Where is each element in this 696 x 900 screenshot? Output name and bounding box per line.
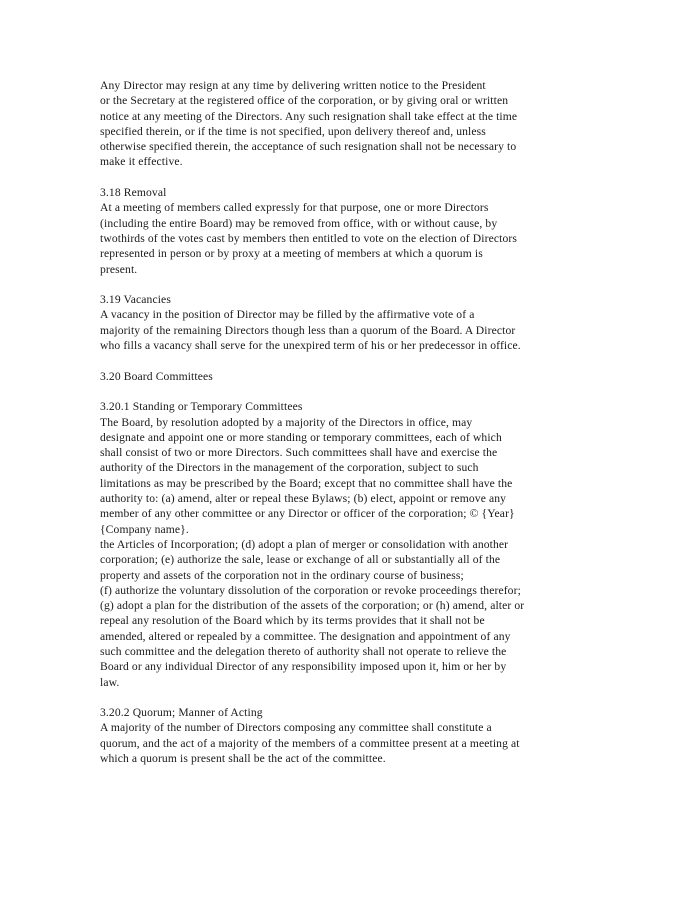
- text-line: who fills a vacancy shall serve for the unexpired term of his or her predecessor in office.: [100, 339, 521, 353]
- section-heading-standing-or-temporary-committees: 3.20.1 Standing or Temporary Committees: [100, 400, 303, 414]
- text-line: notice at any meeting of the Directors. Any such resignation shall take effect at the time: [100, 109, 518, 123]
- section-heading-removal: 3.18 Removal: [100, 186, 167, 200]
- text-line: limitations as may be prescribed by the Board; except that no committee shall have the: [100, 476, 513, 490]
- text-line: shall consist of two or more Directors. Such committees shall have and exercise the: [100, 446, 498, 460]
- text-line: {Company name}.: [100, 522, 189, 536]
- text-line: majority of the remaining Directors though less than a quorum of the Board. A Director: [100, 323, 516, 337]
- section-heading-board-committees: 3.20 Board Committees: [100, 369, 213, 383]
- text-line: member of any other committee or any Director or officer of the corporation; © {Year}: [100, 507, 515, 521]
- text-line: specified therein, or if the time is not specified, upon delivery thereof and, unless: [100, 124, 486, 138]
- text-line: the Articles of Incorporation; (d) adopt a plan of merger or consolidation with another: [100, 537, 509, 551]
- text-line: which a quorum is present shall be the act of the committee.: [100, 752, 386, 766]
- text-line: make it effective.: [100, 155, 183, 169]
- paragraph-resignation: [100, 78, 600, 170]
- paragraph-quorum-manner-of-acting: [100, 705, 600, 766]
- text-line: (including the entire Board) may be removed from office, with or without cause, by: [100, 216, 498, 230]
- text-line: represented in person or by proxy at a meeting of members at which a quorum is: [100, 247, 483, 261]
- text-line: otherwise specified therein, the acceptance of such resignation shall not be necessary to: [100, 140, 517, 154]
- text-line: such committee and the delegation thereto of authority shall not operate to relieve the: [100, 644, 507, 658]
- text-line: quorum, and the act of a majority of the members of a committee present at a meeting at: [100, 736, 520, 750]
- text-line: present.: [100, 262, 138, 276]
- text-line: twothirds of the votes cast by members then entitled to vote on the election of Directors: [100, 231, 517, 245]
- text-line: property and assets of the corporation not in the ordinary course of business;: [100, 568, 464, 582]
- text-line: authority to: (a) amend, alter or repeal these Bylaws; (b) elect, appoint or remove any: [100, 492, 507, 506]
- paragraph-vacancies: [100, 292, 600, 353]
- paragraph-board-committees: [100, 369, 600, 384]
- text-line: At a meeting of members called expressly for that purpose, one or more Directors: [100, 201, 489, 215]
- document-text-column: [100, 78, 600, 782]
- paragraph-standing-or-temporary-committees: [100, 399, 600, 690]
- section-heading-quorum-manner-of-acting: 3.20.2 Quorum; Manner of Acting: [100, 706, 263, 720]
- text-line: or the Secretary at the registered office of the corporation, or by giving oral or written: [100, 94, 509, 108]
- text-line: A majority of the number of Directors composing any committee shall constitute a: [100, 721, 492, 735]
- text-line: amended, altered or repealed by a committee. The designation and appointment of any: [100, 629, 511, 643]
- text-line: corporation; (e) authorize the sale, lease or exchange of all or substantially all of the: [100, 553, 501, 567]
- text-line: designate and appoint one or more standing or temporary committees, each of which: [100, 430, 502, 444]
- text-line: repeal any resolution of the Board which by its terms provides that it shall not be: [100, 614, 485, 628]
- text-line: (f) authorize the voluntary dissolution of the corporation or revoke proceedings therefor;: [100, 583, 521, 597]
- paragraph-removal: [100, 185, 600, 277]
- text-line: Any Director may resign at any time by delivering written notice to the President: [100, 79, 486, 92]
- text-line: A vacancy in the position of Director may be filled by the affirmative vote of a: [100, 308, 475, 322]
- text-line: law.: [100, 675, 120, 689]
- text-line: Board or any individual Director of any responsibility imposed upon it, him or her by: [100, 660, 507, 674]
- section-heading-vacancies: 3.19 Vacancies: [100, 293, 171, 307]
- text-line: authority of the Directors in the management of the corporation, subject to such: [100, 461, 479, 475]
- text-line: The Board, by resolution adopted by a majority of the Directors in office, may: [100, 415, 473, 429]
- text-line: (g) adopt a plan for the distribution of the assets of the corporation; or (h) amend, alter or: [100, 599, 525, 613]
